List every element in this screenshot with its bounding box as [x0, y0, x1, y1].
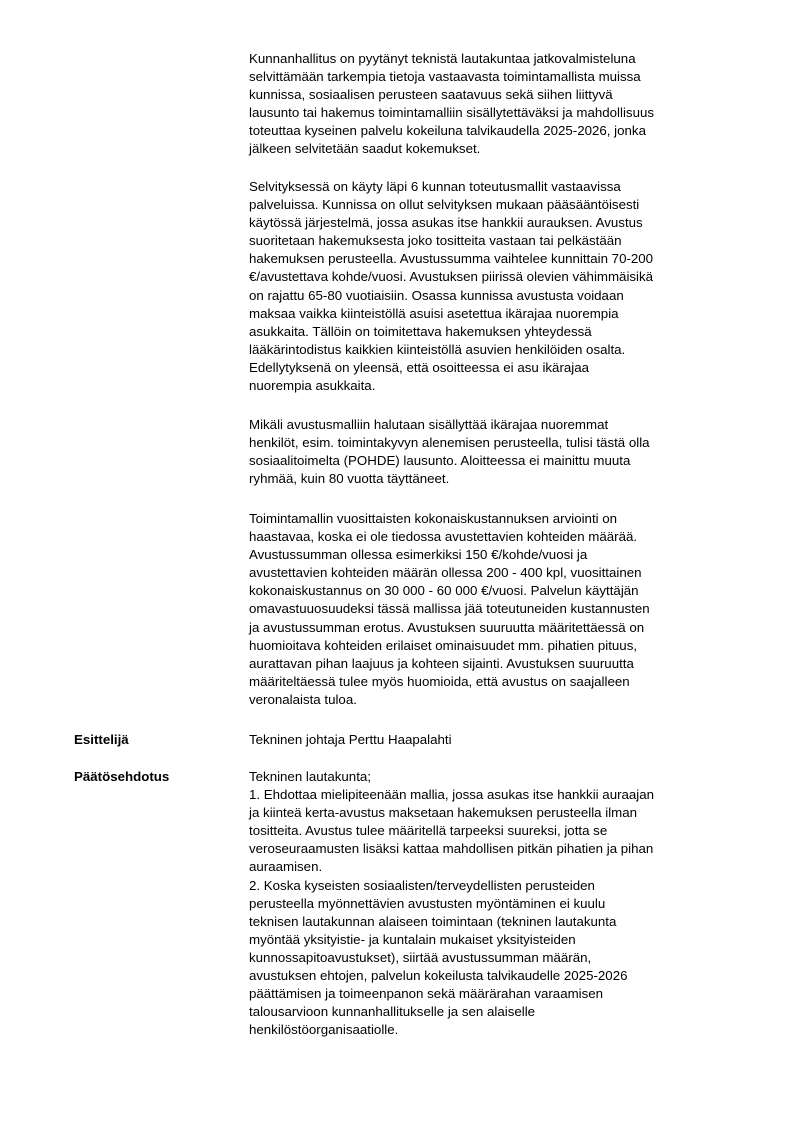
text-line: henkilöt, esim. toimintakyvyn alenemisen perusteella, tulisi tästä olla	[249, 435, 650, 451]
proposal-label: Päätösehdotus	[74, 769, 170, 784]
text-line: on rajattu 65-80 vuotiaisiin. Osassa kunnissa avustusta voidaan	[249, 287, 624, 303]
text-line: määriteltäessä tulee myös huomioida, että avustus on saajalleen	[249, 673, 630, 689]
text-line: omavastuuosuudeksi tässä mallissa jää toteutuneiden kustannusten	[249, 601, 650, 617]
text-line: Tekninen lautakunta;	[249, 769, 371, 784]
text-line: teknisen lautakunnan alaiseen toimintaan (tekninen lautakunta	[249, 913, 617, 929]
text-line: sosiaalitoimelta (POHDE) lausunto. Aloitteessa ei mainittu muuta	[249, 453, 631, 469]
text-line: palveluissa. Kunnissa on ollut selvityksen mukaan pääsääntöisesti	[249, 197, 640, 213]
text-line: kunnissa, sosiaalisen perusteen saatavuus sekä siihen liittyvä	[249, 87, 613, 103]
presenter-label: Esittelijä	[74, 732, 129, 747]
text-line: Edellytyksenä on yleensä, että osoitteessa ei asu ikärajaa	[249, 359, 590, 375]
presenter-value: Tekninen johtaja Perttu Haapalahti	[249, 732, 452, 747]
text-line: Avustussumman ollessa esimerkiksi 150 €/kohde/vuosi ja	[249, 547, 588, 563]
text-line: auraamisen.	[249, 859, 323, 875]
paragraph-age-limit	[249, 416, 749, 488]
text-line: henkilöstöorganisaatiolle.	[249, 1022, 399, 1038]
text-line: ja kiinteä kerta-avustus maksetaan hakemuksen perusteella ilman	[249, 805, 638, 821]
text-line: nuorempia asukkaita.	[249, 378, 376, 394]
text-line: avustettavien kohteiden määrän ollessa 200 - 400 kpl, vuosittainen	[249, 565, 642, 581]
text-line: maksaa vaikka kiinteistöllä asuisi asetettua ikärajaa nuorempia	[249, 305, 619, 321]
text-line: päättämisen ja toimeenpanon sekä määrärahan varaamisen	[249, 986, 604, 1002]
paragraph-survey	[249, 178, 749, 395]
text-line: talousarvioon kunnanhallitukselle ja sen alaiselle	[249, 1004, 536, 1020]
text-line: perusteella myönnettävien avustusten myöntäminen ei kuulu	[249, 895, 606, 911]
text-line: 2. Koska kyseisten sosiaalisten/terveydellisten perusteiden	[249, 877, 595, 893]
text-line: lausunto tai hakemus toimintamalliin sisällytettäväksi ja mahdollisuus	[249, 105, 655, 121]
text-line: veronalaista tuloa.	[249, 691, 357, 707]
text-line: Toimintamallin vuosittaisten kokonaiskustannuksen arviointi on	[249, 511, 618, 526]
text-line: kokonaiskustannus on 30 000 - 60 000 €/vuosi. Palvelun käyttäjän	[249, 583, 639, 599]
text-line: ja avustussumman erotus. Avustuksen suuruutta määritettäessä on	[249, 619, 645, 635]
text-line: lääkärintodistus kaikkien kiinteistöllä asuvien henkilöiden osalta.	[249, 341, 626, 357]
text-line: tositteita. Avustus tulee määritellä tarpeeksi suureksi, jotta se	[249, 823, 608, 839]
text-line: Kunnanhallitus on pyytänyt teknistä lautakuntaa jatkovalmisteluna	[249, 51, 636, 66]
text-line: Selvityksessä on käyty läpi 6 kunnan toteutusmallit vastaavissa	[249, 179, 621, 194]
text-line: aurattavan pihan laajuus ja kohteen sijainti. Avustuksen suuruutta	[249, 655, 634, 671]
presenter-value-block	[249, 731, 749, 749]
text-line: hakemuksen perusteella. Avustussumma vaihtelee kunnittain 70-200	[249, 251, 654, 267]
text-line: suoritetaan hakemuksesta joko tositteita vastaan tai pelkästään	[249, 233, 622, 249]
text-line: €/avustettava kohde/vuosi. Avustuksen piirissä olevien vähimmäisikä	[249, 269, 654, 285]
text-line: toteuttaa kyseinen palvelu kokeiluna talvikaudella 2025-2026, jonka	[249, 123, 646, 139]
text-line: kunnossapitoavustukset), siirtää avustussumman määrän,	[249, 949, 592, 965]
text-line: myöntää yksityistie- ja kuntalain mukaiset yksityisteiden	[249, 931, 576, 947]
text-line: huomioitava kohteiden erilaiset ominaisuudet mm. pihatien pituus,	[249, 637, 638, 653]
text-line: käytössä järjestelmä, jossa asukas itse hankkii aurauksen. Avustus	[249, 215, 643, 231]
paragraph-request	[249, 50, 749, 159]
text-line: jälkeen selvitetään saadut kokemukset.	[249, 141, 481, 157]
text-line: haastavaa, koska ei ole tiedossa avustettavien kohteiden määrää.	[249, 529, 638, 545]
proposal-text	[249, 768, 749, 1039]
text-line: asukkaita. Tällöin on toimitettava hakemuksen yhteydessä	[249, 323, 592, 339]
text-line: 1. Ehdottaa mielipiteenään mallia, jossa asukas itse hankkii auraajan	[249, 787, 655, 803]
paragraph-costs	[249, 510, 749, 709]
text-line: ryhmää, kuin 80 vuotta täyttäneet.	[249, 471, 450, 487]
text-line: avustuksen ehtojen, palvelun kokeilusta talvikaudelle 2025-2026	[249, 968, 628, 984]
text-line: selvittämään tarkempia tietoja vastaavasta toimintamallista muissa	[249, 69, 641, 85]
text-line: veroseuraamusten lisäksi kattaa mahdollisen pitkän pihatien ja pihan	[249, 841, 654, 857]
text-line: Mikäli avustusmalliin halutaan sisällyttää ikärajaa nuoremmat	[249, 417, 609, 432]
